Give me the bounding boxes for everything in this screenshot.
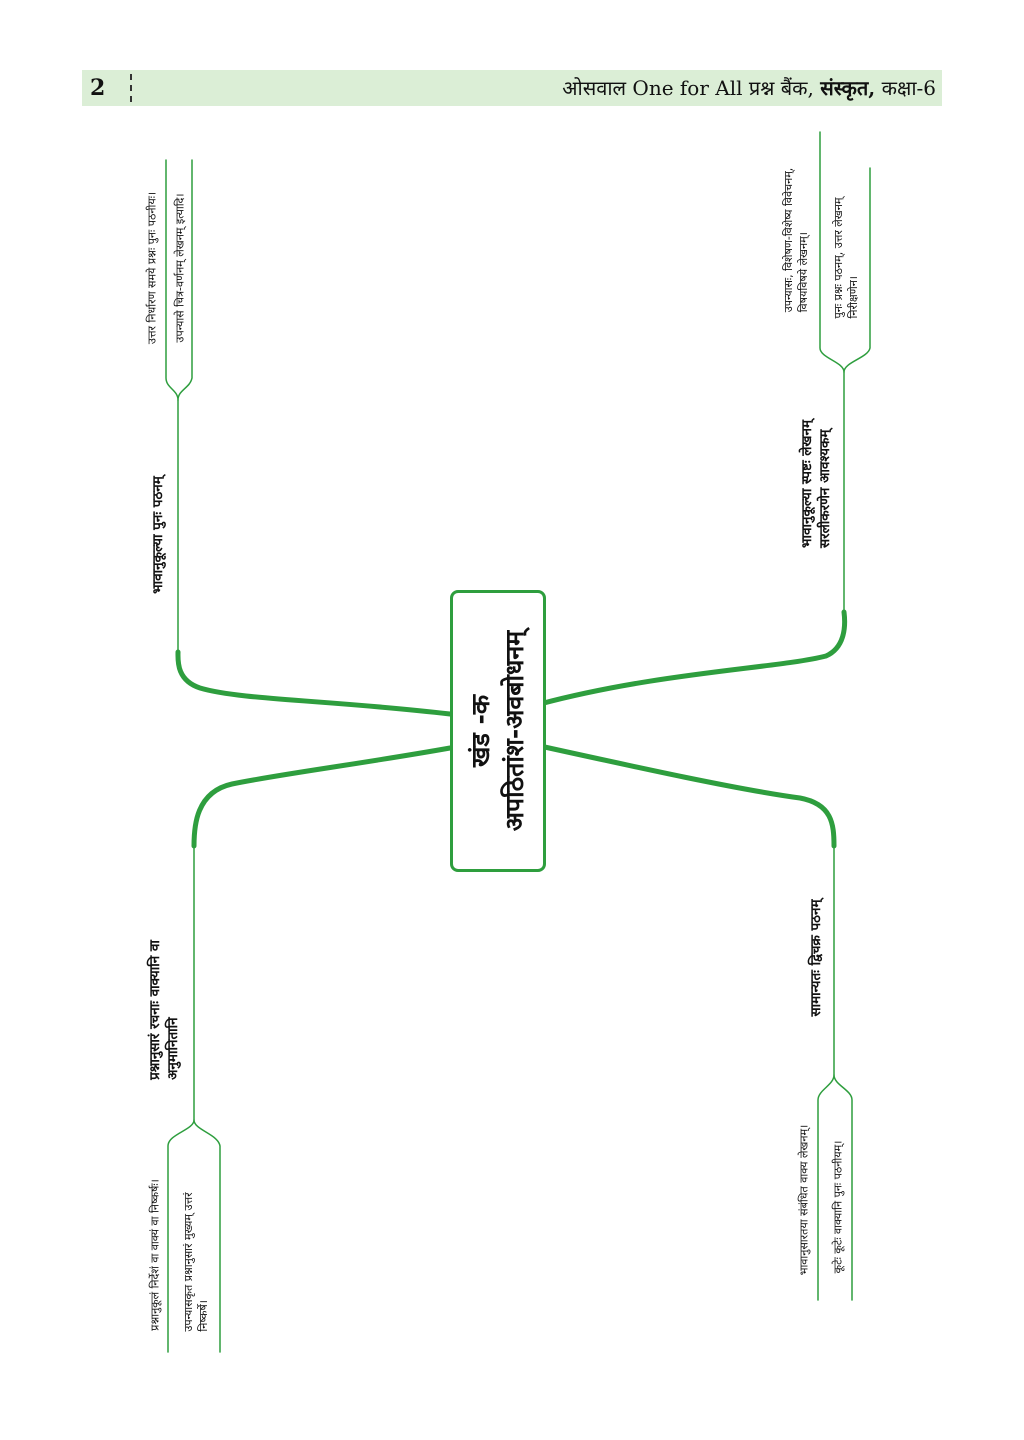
central-topic: [450, 590, 546, 872]
branch-curve-top-right: [540, 612, 845, 704]
branch-label-bottom-left-line1: प्रश्नानुसारं रचनाः वाक्यानि वा: [147, 940, 163, 1080]
leaf-bottom-left-2: [181, 1192, 211, 1331]
leaf-top-right-1: [781, 168, 811, 313]
leaf-top-left-2: उपन्यासे चित्र-वर्णनम् लेखनम् इत्यादि।: [173, 193, 187, 343]
branch-curve-top-left: [178, 652, 450, 714]
branch-label-bottom-left: [146, 940, 182, 1080]
branch-label-top-left: भावानुकूल्या पुनः पठनम्: [150, 476, 166, 594]
branch-label-bottom-right: सामान्यतः द्विचक्र पठनम्: [808, 899, 824, 1017]
branch-label-top-right-line2: सरलीकरणेन आवश्यकम्: [817, 429, 833, 549]
branch-label-top-right: [798, 420, 834, 548]
page-number: 2: [90, 75, 106, 101]
leaf-top-right-2: [831, 198, 861, 319]
branch-label-top-right-line1: भावानुकूल्या स्पष्टः लेखनम्: [799, 419, 815, 549]
leaf-bottom-right-2: कूटेः कूटेः वाक्यानि पुनः पठनीयम्।: [831, 1140, 845, 1274]
central-topic-text: [464, 631, 532, 831]
central-topic-line1: खंड -क: [466, 694, 495, 768]
leaf-bottom-left-2-line2: निष्कर्षे।: [197, 1300, 210, 1332]
book-publisher: ओसवाल One for All प्रश्न बैंक,: [562, 76, 814, 100]
leaf-top-right-1-line1: उपन्यासः, विशेषण-विशेष्य विवेचनम्,: [782, 167, 795, 313]
branch-curve-bottom-left: [194, 748, 450, 846]
leaf-top-right-1-line2: विषयविषये लेखनम्।: [797, 232, 810, 313]
leaf-bottom-left-1: प्रश्नानुकूलं निर्देशं वा वाक्यं वा निष्कर्षः।: [148, 1179, 162, 1331]
book-subject: संस्कृत,: [820, 76, 876, 100]
leaf-top-right-2-line2: निरीक्षणेन।: [847, 276, 860, 319]
leaf-bottom-left-2-line1: उपन्यासकृत प्रश्नानुसारं मुख्यम् उत्तरं: [182, 1192, 195, 1332]
central-topic-line2: अपठितांश-अवबोधनम्: [500, 630, 529, 832]
leaf-top-left-1: उत्तर निर्धारण समये प्रश्नः पुनः पठनीयः।: [145, 191, 159, 345]
leaf-top-right-2-line1: पुनः प्रश्नः पठनम्, उत्तर लेखनम्: [832, 197, 845, 319]
branch-curve-bottom-right: [540, 746, 834, 846]
book-grade: कक्षा-6: [881, 76, 936, 100]
leaf-bottom-right-1: भावानुसारतया संबंधित वाक्य लेखनम्।: [797, 1124, 811, 1276]
branch-label-bottom-left-line2: अनुमानितानि: [165, 1017, 181, 1080]
